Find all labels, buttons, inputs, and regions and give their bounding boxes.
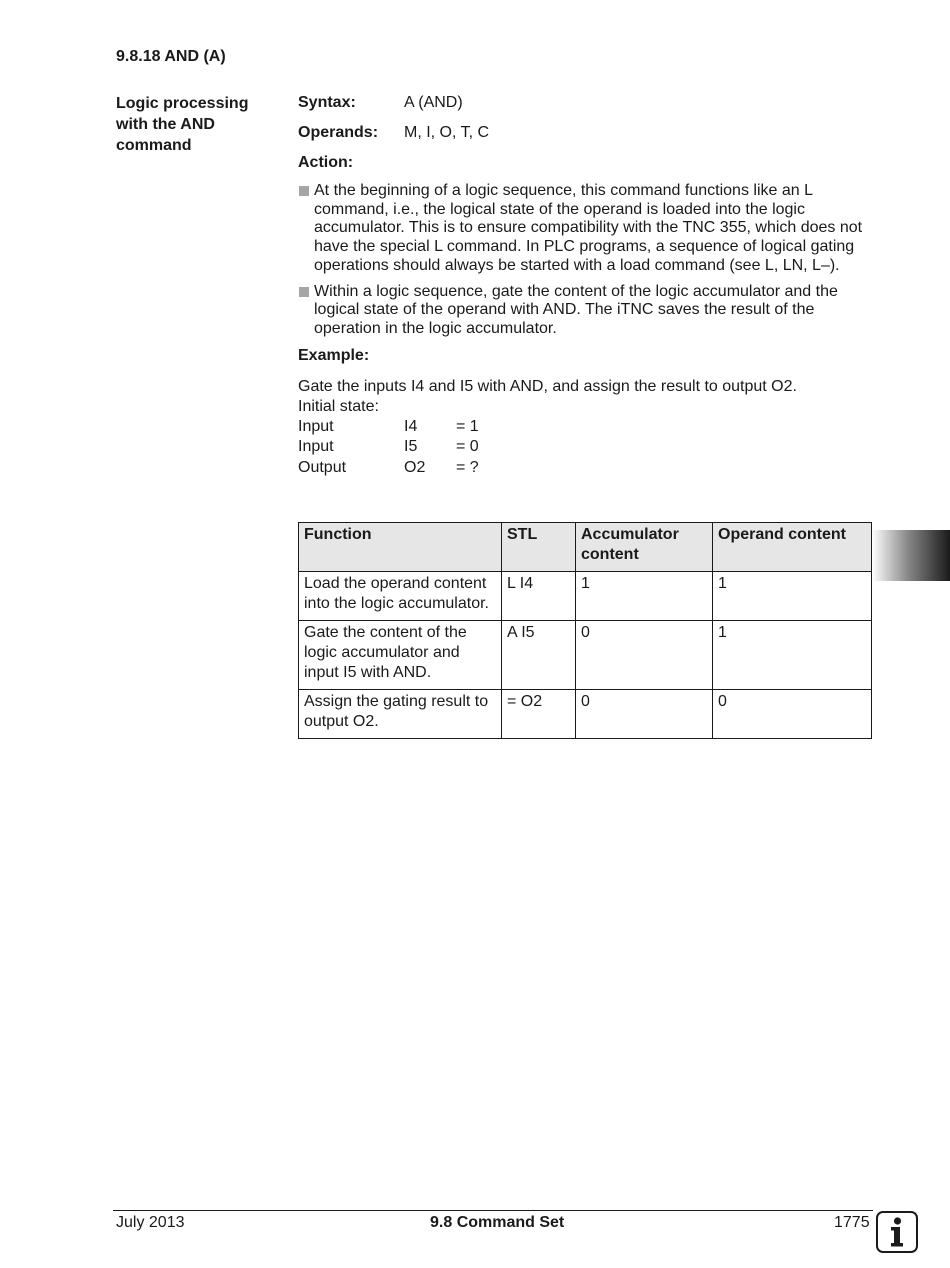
table-row <box>299 690 872 739</box>
header-accumulator: Accumulator content <box>576 523 713 572</box>
footer-page-number: 1775 <box>834 1214 870 1231</box>
io-row <box>298 458 872 479</box>
cell-function: Gate the content of the logic accumulator and input I5 with AND. <box>299 621 502 690</box>
cell-accumulator: 0 <box>576 690 713 739</box>
cell-operand: 1 <box>713 572 872 621</box>
example-label: Example: <box>298 346 370 364</box>
bullet-square-icon <box>299 287 309 297</box>
io-kind: Output <box>298 458 347 476</box>
io-value: = 1 <box>456 417 479 435</box>
cell-stl: A I5 <box>502 621 576 690</box>
bullet-text: Within a logic sequence, gate the content of the logic accumulator and the logical state of the operand with AND. The iTNC saves the result of the operation in the logic accumulator. <box>314 282 838 337</box>
cell-operand: 1 <box>713 621 872 690</box>
cell-stl: = O2 <box>502 690 576 739</box>
io-value: = 0 <box>456 438 479 456</box>
operands-value: M, I, O, T, C <box>404 124 490 141</box>
io-value: = ? <box>456 458 479 476</box>
bullet-text: At the beginning of a logic sequence, this command functions like an L command, i.e., the logical state of the operand is loaded into the logic accumulator. This is to ensure compatibility with the TNC 355, which does not have the special L command. In PLC programs, a sequence of logical gating operations should always be started with a load command (see L, LN, L–). <box>314 182 863 274</box>
stl-table <box>298 522 872 739</box>
table-row <box>299 572 872 621</box>
table-header-row <box>299 523 872 572</box>
cell-accumulator: 0 <box>576 621 713 690</box>
bullet-item <box>298 182 872 276</box>
action-bullet-list <box>298 182 872 339</box>
io-name: I4 <box>404 417 418 435</box>
io-kind: Input <box>298 438 334 456</box>
syntax-label: Syntax: <box>298 94 356 111</box>
header-operand: Operand content <box>713 523 872 572</box>
footer-date: July 2013 <box>116 1214 185 1231</box>
io-kind: Input <box>298 417 334 435</box>
section-heading: 9.8.18 AND (A) <box>116 48 226 65</box>
io-name: I5 <box>404 438 418 456</box>
table-row <box>299 621 872 690</box>
syntax-row <box>298 93 872 112</box>
bullet-square-icon <box>299 186 309 196</box>
example-description: Gate the inputs I4 and I5 with AND, and assign the result to output O2. <box>298 377 797 395</box>
header-stl: STL <box>502 523 576 572</box>
syntax-value: A (AND) <box>404 94 463 111</box>
cell-function: Load the operand content into the logic accumulator. <box>299 572 502 621</box>
cell-stl: L I4 <box>502 572 576 621</box>
cell-accumulator: 1 <box>576 572 713 621</box>
header-function: Function <box>299 523 502 572</box>
info-icon <box>876 1211 918 1253</box>
footer-divider <box>113 1210 873 1211</box>
io-row <box>298 437 872 458</box>
io-row <box>298 417 872 438</box>
operands-label: Operands: <box>298 124 379 141</box>
cell-operand: 0 <box>713 690 872 739</box>
initial-state-label: Initial state: <box>298 397 379 415</box>
io-name: O2 <box>404 458 426 476</box>
bullet-item <box>298 283 872 339</box>
main-content <box>298 93 872 478</box>
footer-chapter-title: 9.8 Command Set <box>430 1214 565 1231</box>
operands-row <box>298 123 872 142</box>
cell-function: Assign the gating result to output O2. <box>299 690 502 739</box>
chapter-thumb-tab <box>872 530 950 581</box>
action-label: Action: <box>298 154 354 171</box>
side-heading: Logic processing with the AND command <box>116 95 249 154</box>
